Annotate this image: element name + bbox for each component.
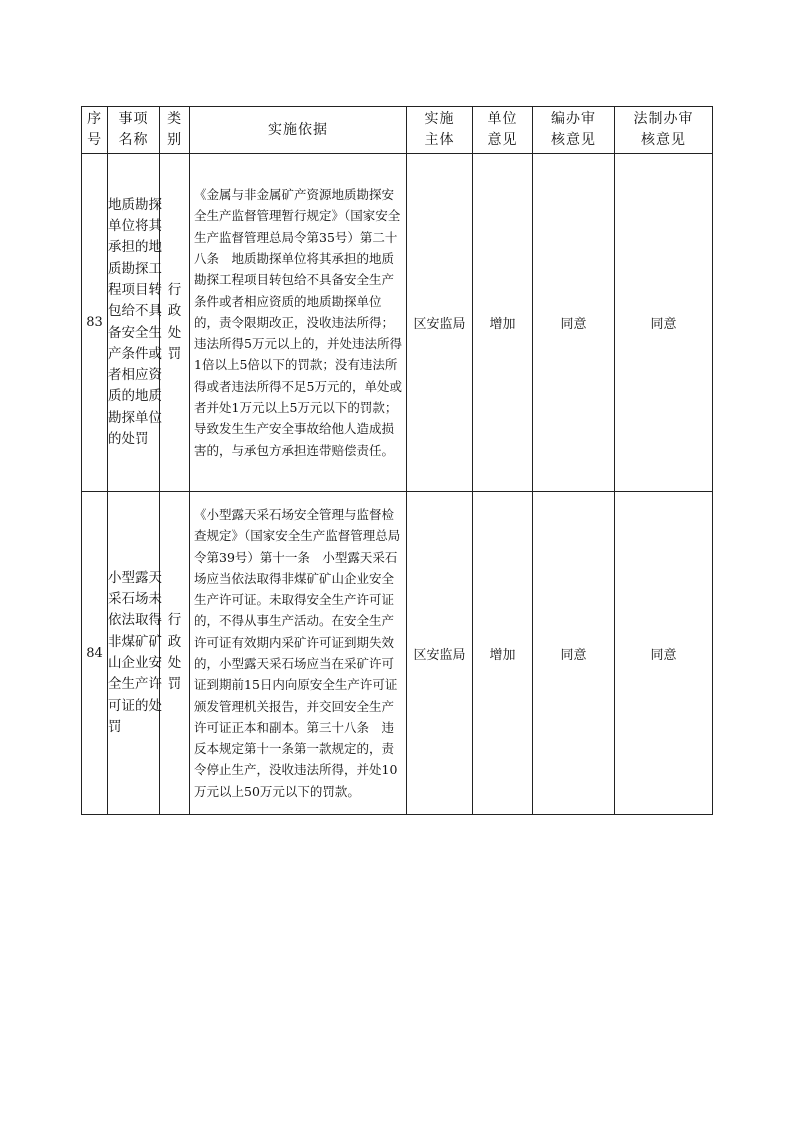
row-subject: 区安监局 [407, 492, 473, 815]
row-unit-opinion: 增加 [473, 154, 533, 492]
header-basis: 实施依据 [190, 107, 407, 154]
row-item-name: 小型露天采石场未依法取得非煤矿矿山企业安全生产许可证的处罚 [108, 492, 160, 815]
header-seq: 序号 [82, 107, 108, 154]
header-unit-opinion: 单位意见 [473, 107, 533, 154]
table-header-row [82, 107, 713, 154]
row-basis: 《金属与非金属矿产资源地质勘探安全生产监督管理暂行规定》（国家安全生产监督管理总局令第35号）第二十八条 地质勘探单位将其承担的地质勘探工程项目转包给不具备安全生产条件或者相应资质的地质勘探单位的，责令限期改正，没收违法所得；违法所得5万元以上的，并处违法所得1倍以上5倍以下的罚款；没有违法所得或者违法所得不足5万元的，单处或者并处1万元以上5万元以下的罚款；导致发生生产安全事故给他人造成损害的，与承包方承担连带赔偿责任。 [190, 154, 407, 492]
row-seq: 83 [82, 154, 108, 492]
review-table [81, 106, 713, 815]
header-legal-review: 法制办审核意见 [615, 107, 713, 154]
table-row [82, 154, 713, 492]
row-unit-opinion: 增加 [473, 492, 533, 815]
row-category: 行政处罚 [160, 154, 190, 492]
row-seq: 84 [82, 492, 108, 815]
row-category: 行政处罚 [160, 492, 190, 815]
row-staff-review: 同意 [533, 154, 615, 492]
row-subject: 区安监局 [407, 154, 473, 492]
header-name: 事项名称 [108, 107, 160, 154]
row-staff-review: 同意 [533, 492, 615, 815]
row-legal-review: 同意 [615, 492, 713, 815]
header-subject: 实施主体 [407, 107, 473, 154]
table-row [82, 492, 713, 815]
row-item-name: 地质勘探单位将其承担的地质勘探工程项目转包给不具备安全生产条件或者相应资质的地质勘探单位的处罚 [108, 154, 160, 492]
header-staff-review: 编办审核意见 [533, 107, 615, 154]
row-basis: 《小型露天采石场安全管理与监督检查规定》（国家安全生产监督管理总局令第39号）第十一条 小型露天采石场应当依法取得非煤矿矿山企业安全生产许可证。未取得安全生产许可证的，不得从事生产活动。在安全生产许可证有效期内采矿许可证到期失效的，小型露天采石场应当在采矿许可证到期前15日内向原安全生产许可证颁发管理机关报告，并交回安全生产许可证正本和副本。第三十八条 违反本规定第十一条第一款规定的，责令停止生产，没收违法所得，并处10万元以上50万元以下的罚款。 [190, 492, 407, 815]
header-category: 类别 [160, 107, 190, 154]
row-legal-review: 同意 [615, 154, 713, 492]
